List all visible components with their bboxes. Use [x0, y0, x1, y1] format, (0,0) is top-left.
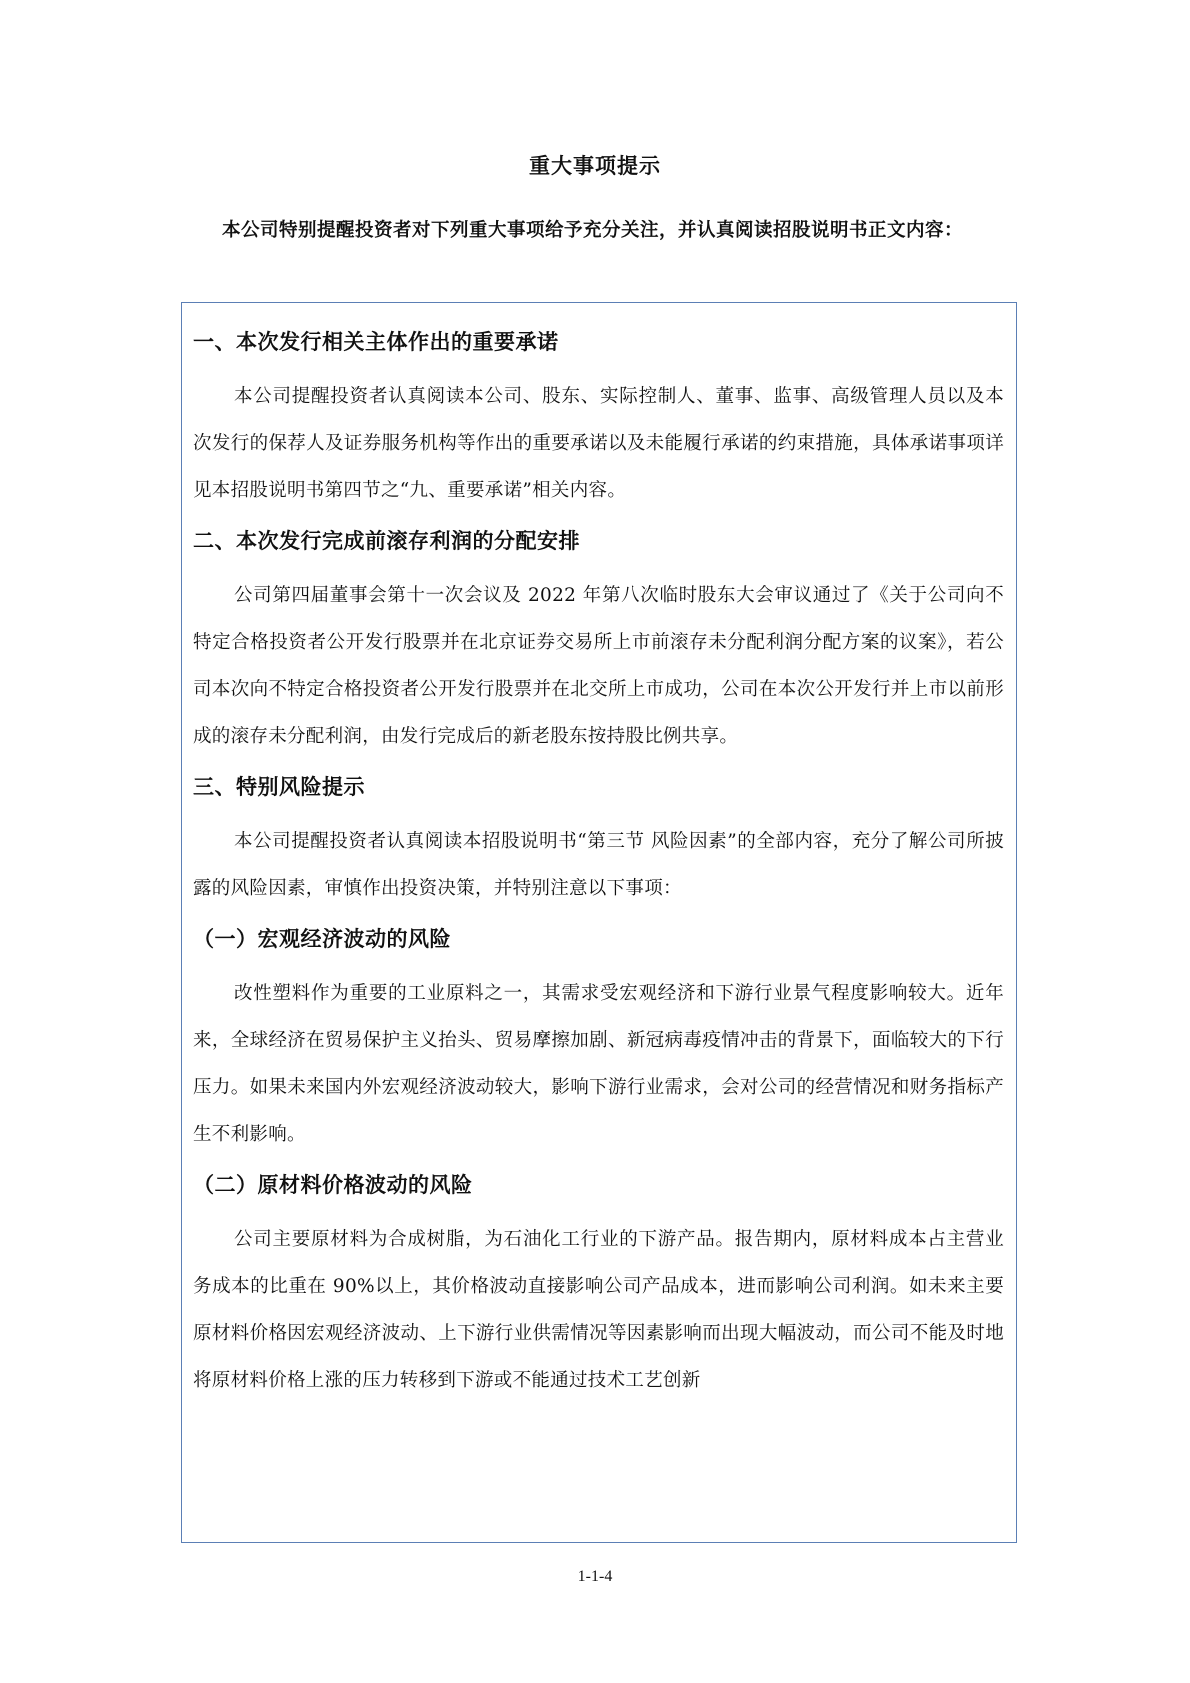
section-2-paragraph: 公司第四届董事会第十一次会议及 2022 年第八次临时股东大会审议通过了《关于公司向不特定合格投资者公开发行股票并在北京证券交易所上市前滚存未分配利润分配方案的议案》，若公司本次向不特定合格投资者公开发行股票并在北交所上市成功，公司在本次公开发行并上市以前形成的滚存未分配利润，由发行完成后的新老股东按持股比例共享。	[193, 585, 1004, 747]
content-box	[181, 302, 1017, 1543]
page-title: 重大事项提示	[529, 154, 661, 178]
subsection-2-paragraph: 公司主要原材料为合成树脂，为石油化工行业的下游产品。报告期内，原材料成本占主营业务成本的比重在 90%以上，其价格波动直接影响公司产品成本，进而影响公司利润。如未来主要原材料价格因宏观经济波动、上下游行业供需情况等因素影响而出现大幅波动，而公司不能及时地将原材料价格上涨的压力转移到下游或不能通过技术工艺创新	[193, 1229, 1004, 1391]
section-2-heading: 二、本次发行完成前滚存利润的分配安排	[193, 529, 580, 553]
page-number: 1-1-4	[577, 1568, 613, 1585]
subsection-2-heading: （二）原材料价格波动的风险	[193, 1173, 473, 1197]
section-1-heading: 一、本次发行相关主体作出的重要承诺	[193, 330, 559, 354]
subsection-1-paragraph: 改性塑料作为重要的工业原料之一，其需求受宏观经济和下游行业景气程度影响较大。近年来，全球经济在贸易保护主义抬头、贸易摩擦加剧、新冠病毒疫情冲击的背景下，面临较大的下行压力。如果未来国内外宏观经济波动较大，影响下游行业需求，会对公司的经营情况和财务指标产生不利影响。	[193, 983, 1004, 1145]
subsection-1-heading: （一）宏观经济波动的风险	[193, 927, 451, 951]
intro-notice: 本公司特别提醒投资者对下列重大事项给予充分关注，并认真阅读招股说明书正文内容：	[222, 220, 964, 241]
section-1-paragraph: 本公司提醒投资者认真阅读本公司、股东、实际控制人、董事、监事、高级管理人员以及本次发行的保荐人及证券服务机构等作出的重要承诺以及未能履行承诺的约束措施，具体承诺事项详见本招股说明书第四节之“九、重要承诺”相关内容。	[193, 386, 1004, 501]
section-3-heading: 三、特别风险提示	[193, 775, 365, 799]
section-3-paragraph: 本公司提醒投资者认真阅读本招股说明书“第三节 风险因素”的全部内容，充分了解公司所披露的风险因素，审慎作出投资决策，并特别注意以下事项：	[193, 831, 1004, 899]
